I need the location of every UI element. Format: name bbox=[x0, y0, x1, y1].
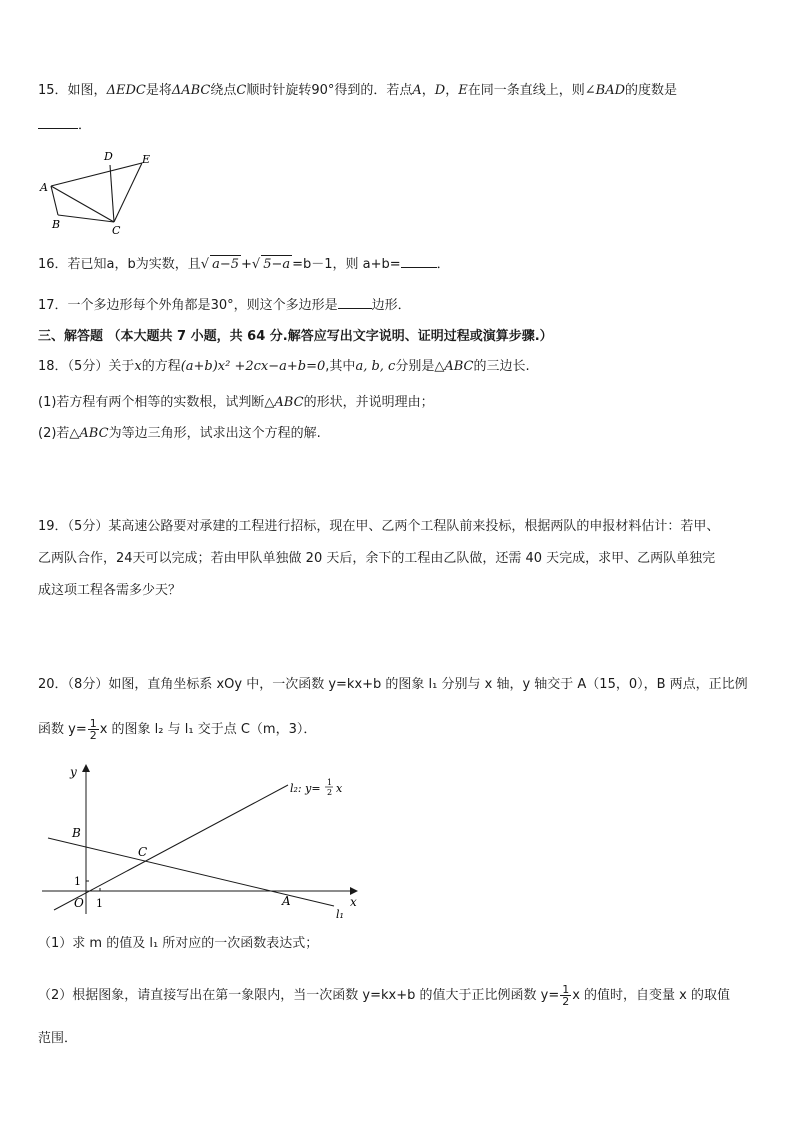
q18-line1 bbox=[38, 358, 530, 376]
q15-seg-bc bbox=[58, 215, 114, 222]
section3-heading: 三、解答题 （本大题共 7 小题，共 64 分.解答应写出文字说明、证明过程或演算步骤.） bbox=[38, 329, 553, 344]
q15-seg-ab bbox=[51, 186, 58, 215]
q16-number: 16． bbox=[38, 257, 68, 272]
q17-text: 边形． bbox=[371, 298, 411, 313]
sqrt-icon: √ bbox=[200, 257, 210, 272]
q15-label-c: C bbox=[112, 224, 121, 235]
q15-text: 是将 bbox=[145, 83, 172, 98]
label-c: C bbox=[138, 845, 148, 859]
label-x-axis: x bbox=[350, 895, 357, 909]
q15-text: ， bbox=[445, 83, 459, 98]
sqrt-icon: √ bbox=[251, 257, 261, 272]
q16-answer-blank[interactable] bbox=[401, 255, 437, 268]
q19-line2: 乙两队合作，24天可以完成；若由甲队单独做 20 天后，余下的工程由乙队做，还需 40 天完成，求甲、乙两队单独完 bbox=[38, 551, 716, 566]
label-l1: l₁ bbox=[336, 908, 344, 921]
fraction-denominator: 2 bbox=[562, 995, 570, 1008]
q15-line2 bbox=[38, 114, 91, 135]
q15-seg-ec bbox=[114, 163, 142, 222]
line-l1 bbox=[48, 838, 334, 906]
q18-number: 18． bbox=[38, 359, 68, 374]
q18-vars: a, b, c bbox=[355, 359, 396, 374]
q18-text: 的方程 bbox=[141, 359, 181, 374]
label-origin: O bbox=[74, 896, 84, 910]
q17-angle: 30° bbox=[210, 298, 234, 313]
q20-part1: （1）求 m 的值及 l₁ 所对应的一次函数表达式； bbox=[38, 936, 319, 951]
q20-part2-fraction bbox=[560, 984, 571, 1007]
q17-answer-blank[interactable] bbox=[338, 296, 372, 309]
q18-part2 bbox=[38, 425, 321, 443]
q15-point-d: D bbox=[434, 83, 446, 98]
q20-fraction bbox=[88, 718, 99, 741]
q16-line bbox=[38, 255, 450, 274]
q17-text: ，则这个多边形是 bbox=[233, 298, 338, 313]
q18-triangle: △ABC bbox=[434, 359, 474, 374]
label-l2-frac-num: 1 bbox=[327, 778, 333, 787]
q19-line3: 成这项工程各需多少天？ bbox=[38, 583, 182, 598]
q15-triangle-abc: ΔABC bbox=[171, 83, 211, 98]
q18-part2-text: (2)若 bbox=[38, 426, 70, 441]
q15-text: 的度数是 bbox=[625, 83, 678, 98]
q15-point-a: A bbox=[412, 83, 422, 98]
q15-end: ． bbox=[78, 118, 92, 133]
q15-text: 绕点 bbox=[210, 83, 237, 98]
q15-text: 在同一条直线上，则 bbox=[467, 83, 585, 98]
q19-line1: 19．（5分）某高速公路要对承建的工程进行招标，现在甲、乙两个工程队前来投标，根据两队的申报材料估计：若甲、 bbox=[38, 519, 720, 534]
label-l2-x: x bbox=[336, 782, 343, 795]
q18-text: 分别是 bbox=[395, 359, 435, 374]
q18-part1-text: 的形状，并说明理由； bbox=[303, 395, 434, 410]
q15-label-a: A bbox=[40, 181, 48, 194]
label-y-axis: y bbox=[70, 765, 77, 779]
q20-part2-text: x 的值时，自变量 x 的取值 bbox=[572, 988, 731, 1003]
q18-text: 关于 bbox=[108, 359, 135, 374]
label-one-x: 1 bbox=[96, 897, 103, 910]
q16-text: =b－1，则 a+b= bbox=[292, 257, 401, 272]
q16-radicand-2: 5−a bbox=[263, 257, 291, 272]
q18-text: ,其中 bbox=[325, 359, 356, 374]
q18-part1-text: (1)若方程有两个相等的实数根，试判断 bbox=[38, 395, 265, 410]
q15-text: ， bbox=[421, 83, 435, 98]
q17-line bbox=[38, 296, 411, 315]
q15-triangle-edc: ΔEDC bbox=[106, 83, 146, 98]
q20-text: x 的图象 l₂ 与 l₁ 交于点 C（m，3）． bbox=[99, 722, 317, 737]
fraction-numerator: 1 bbox=[562, 983, 570, 996]
q18-equation: (a+b)x² +2cx−a+b=0 bbox=[180, 359, 326, 374]
q20-part2-line1 bbox=[38, 984, 730, 1007]
q15-point-c: C bbox=[236, 83, 247, 98]
label-a: A bbox=[282, 894, 291, 908]
label-l2-frac-den: 2 bbox=[327, 788, 333, 797]
q20-text: 函数 y= bbox=[38, 722, 87, 737]
q16-plus: + bbox=[240, 257, 252, 272]
label-l2: l₂: y= bbox=[290, 782, 321, 795]
q18-var-x: x bbox=[134, 359, 142, 374]
q15-answer-blank[interactable] bbox=[38, 114, 78, 129]
q20-part2-text: （2）根据图象，请直接写出在第一象限内，当一次函数 y=kx+b 的值大于正比例函数 y= bbox=[38, 988, 560, 1003]
label-b: B bbox=[72, 826, 81, 840]
q15-seg-ac bbox=[51, 186, 114, 222]
q18-text: 的三边长. bbox=[473, 359, 530, 374]
q16-text: 若已知a，b为实数，且 bbox=[67, 257, 201, 272]
q17-number: 17． bbox=[38, 298, 68, 313]
q15-seg-ae bbox=[51, 163, 142, 186]
q15-angle-bad: ∠BAD bbox=[584, 83, 626, 98]
q18-part1-triangle: △ABC bbox=[264, 395, 304, 410]
q15-text: 如图， bbox=[67, 83, 107, 98]
q15-label-d: D bbox=[104, 150, 113, 163]
q18-part2-triangle: △ABC bbox=[69, 426, 109, 441]
fraction-denominator: 2 bbox=[89, 729, 97, 742]
q15-figure bbox=[34, 150, 164, 235]
q18-part1 bbox=[38, 394, 434, 412]
q20-line1: 20．（8分）如图，直角坐标系 xOy 中，一次函数 y=kx+b 的图象 l₁ 分别与 x 轴，y 轴交于 A（15，0），B 两点，正比例 bbox=[38, 677, 748, 692]
q20-part2-line2: 范围． bbox=[38, 1031, 78, 1046]
label-one-y: 1 bbox=[74, 875, 81, 888]
q20-line2 bbox=[38, 718, 316, 741]
q15-number: 15． bbox=[38, 83, 68, 98]
q18-score: （5分） bbox=[67, 359, 109, 374]
q17-text: 一个多边形每个外角都是 bbox=[67, 298, 211, 313]
q15-label-b: B bbox=[52, 218, 61, 231]
q16-radicand-1: a−5 bbox=[212, 257, 239, 272]
q15-seg-dc bbox=[110, 165, 114, 222]
q16-end: ． bbox=[436, 257, 450, 272]
fraction-numerator: 1 bbox=[89, 717, 97, 730]
q15-line1 bbox=[38, 82, 677, 100]
q15-text: 顺时针旋转90°得到的．若点 bbox=[246, 83, 413, 98]
q15-point-e: E bbox=[458, 83, 468, 98]
q15-label-e: E bbox=[142, 153, 151, 166]
q20-figure bbox=[38, 762, 368, 922]
q18-part2-text: 为等边三角形，试求出这个方程的解. bbox=[108, 426, 321, 441]
